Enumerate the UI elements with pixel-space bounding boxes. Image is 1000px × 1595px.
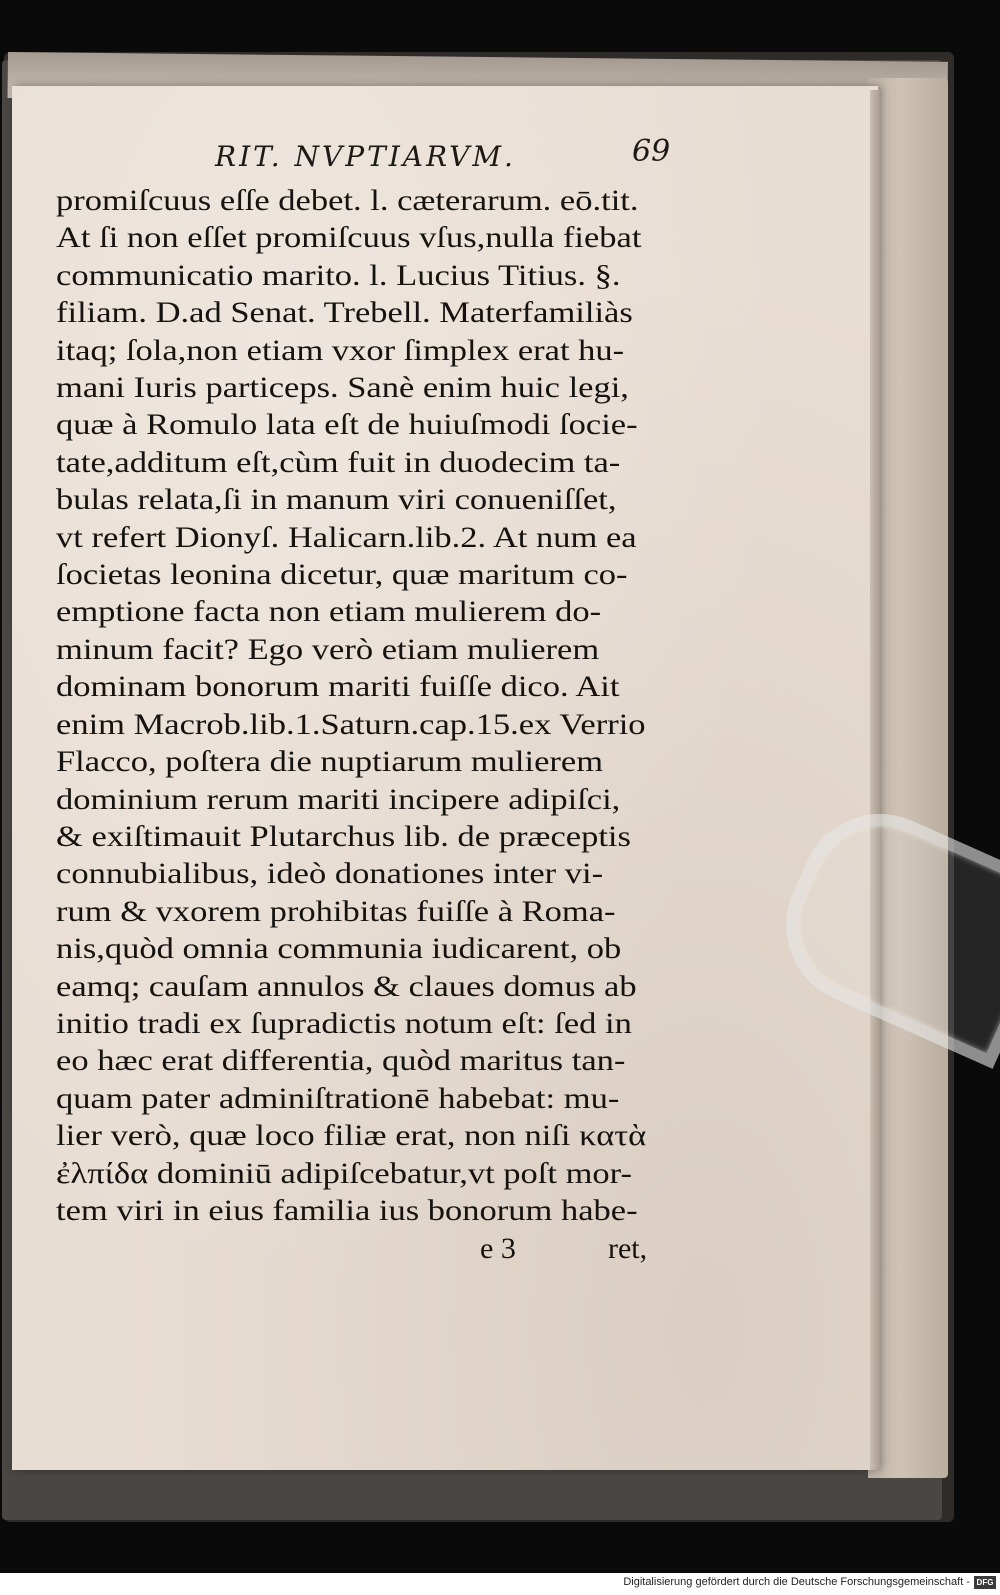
text-line: dominam bonorum mariti fuiſſe dico. Ait — [56, 670, 620, 704]
text-line: vt refert Dionyſ. Halicarn.lib.2. At num ea — [56, 520, 637, 554]
text-line: At ſi non eſſet promiſcuus vſus,nulla fiebat — [56, 221, 642, 255]
text-line: itaq; ſola,non etiam vxor ſimplex erat hu- — [56, 333, 625, 367]
text-line: Flacco, poſtera die nuptiarum mulierem — [56, 745, 604, 779]
funding-credit: Digitalisierung gefördert durch die Deutsche Forschungsgemeinschaft - — [623, 1576, 970, 1588]
text-line: minum facit? Ego verò etiam mulierem — [56, 632, 600, 666]
page-text — [56, 182, 672, 1229]
text-line: nis,quòd omnia communia iudicarent, ob — [56, 932, 622, 966]
text-line: enim Macrob.lib.1.Saturn.cap.15.ex Verrio — [56, 707, 646, 741]
dfg-logo-icon: DFG — [974, 1576, 996, 1589]
running-title: RIT. NVPTIARVM. — [215, 140, 516, 173]
text-line: connubialibus, ideò donationes inter vi- — [56, 857, 604, 891]
text-line: filiam. D.ad Senat. Trebell. Materfamiliàs — [56, 296, 633, 330]
text-line: dominium rerum mariti incipere adipiſci, — [56, 782, 621, 816]
text-line: rum & vxorem prohibitas fuiſſe à Roma- — [56, 894, 616, 928]
text-line: emptione facta non etiam mulierem do- — [56, 595, 602, 629]
text-line: & exiſtimauit Plutarchus lib. de præceptis — [56, 819, 631, 853]
text-line: tem viri in eius familia ius bonorum habe- — [56, 1193, 638, 1227]
text-line: eamq; cauſam annulos & claues domus ab — [56, 969, 637, 1003]
text-line: ἐλπίδα dominiū adipiſcebatur,vt poſt mor- — [56, 1156, 632, 1190]
text-line: lier verò, quæ loco filiæ erat, non niſi κατὰ — [56, 1119, 647, 1153]
facing-page-edge — [868, 78, 948, 1478]
text-line: promiſcuus eſſe debet. l. cæterarum. eō.tit. — [56, 184, 639, 217]
text-line: bulas relata,ſi in manum viri conueniſſet, — [56, 483, 617, 517]
signature-mark: e 3 — [480, 1232, 516, 1265]
text-line: eo hæc erat differentia, quòd maritus tan- — [56, 1044, 626, 1078]
page-fore-edge — [870, 90, 880, 1470]
text-line: quam pater adminiſtrationē habebat: mu- — [56, 1081, 620, 1115]
page-number: 69 — [632, 134, 671, 169]
text-line: initio tradi ex ſupradictis notum eſt: ſed in — [56, 1006, 632, 1040]
text-line: tate,additum eſt,cùm fuit in duodecim ta- — [56, 445, 621, 479]
text-line: ſocietas leonina dicetur, quæ maritum co- — [56, 558, 628, 592]
text-line: quæ à Romulo lata eſt de huiuſmodi ſocie- — [56, 408, 638, 442]
text-line: communicatio marito. l. Lucius Titius. §. — [56, 258, 621, 292]
catchword: ret, — [608, 1232, 648, 1265]
text-line: mani Iuris particeps. Sanè enim huic legi, — [56, 371, 629, 405]
